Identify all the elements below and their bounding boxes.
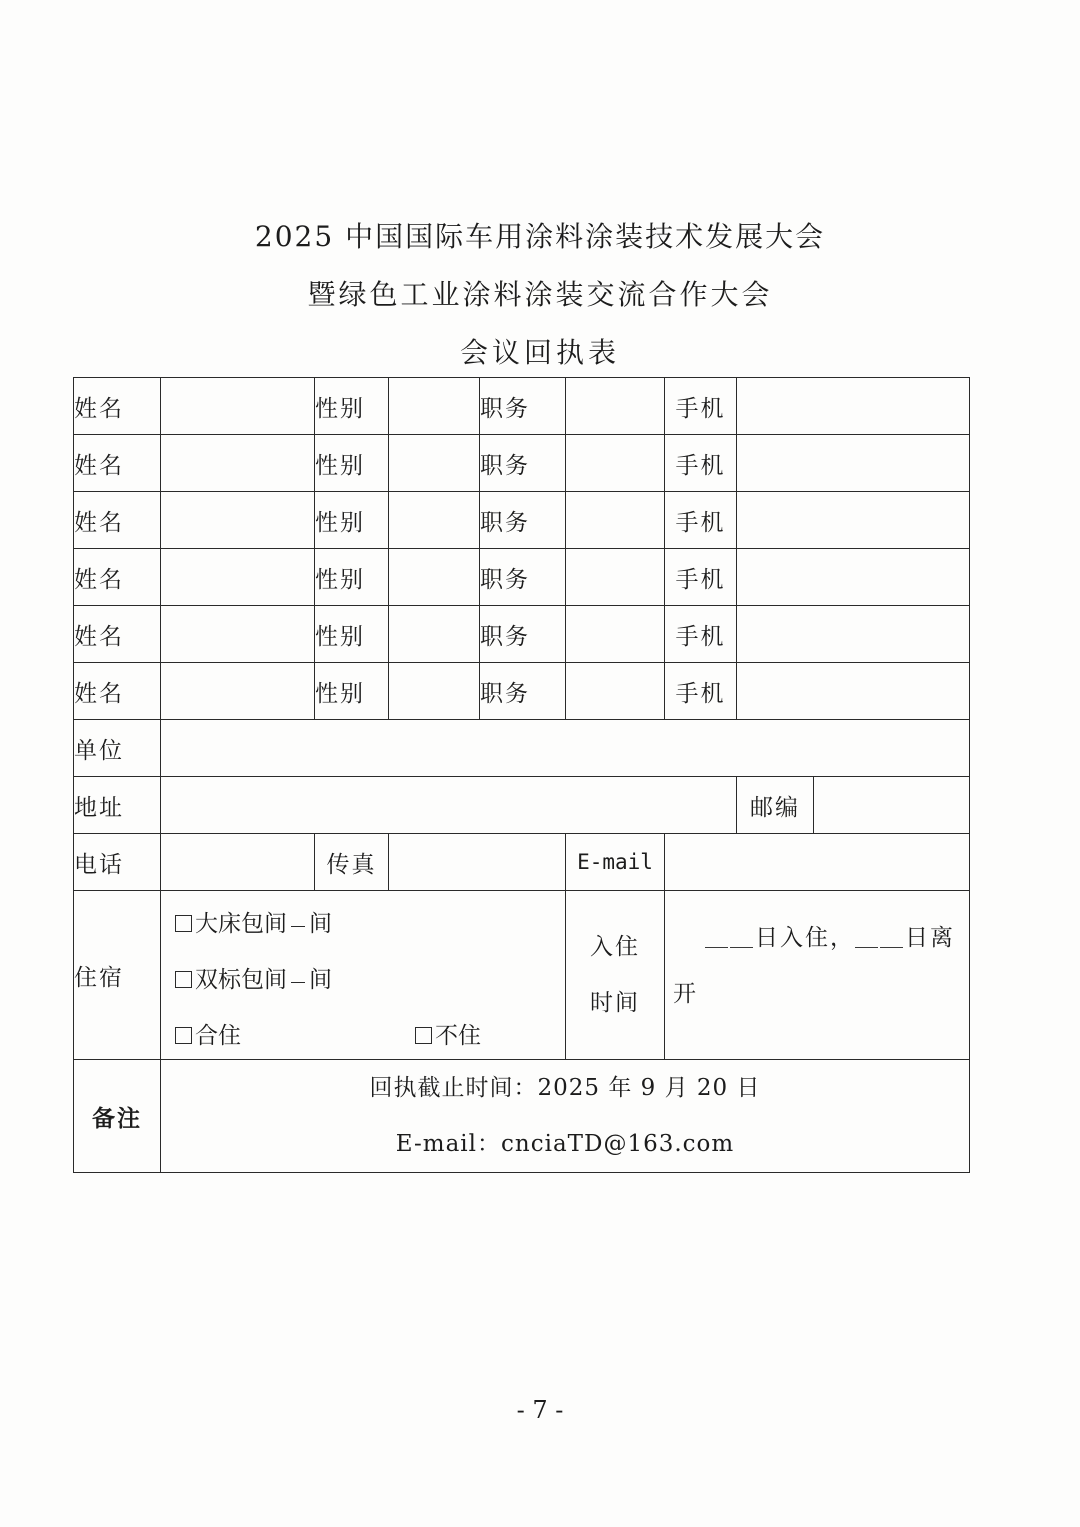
table-row [74,663,970,720]
gender-field[interactable] [389,663,480,720]
notes-label: 备注 [74,1060,161,1173]
mobile-label: 手机 [665,606,737,663]
form-title: 会议回执表 [459,336,620,369]
position-label: 职务 [480,492,566,549]
registration-form-table [73,377,970,1173]
checkin-dates-line1: ＿＿日入住，＿＿日离 [705,925,955,951]
mobile-field[interactable] [737,549,970,606]
accommodation-row [74,891,970,1060]
gender-field[interactable] [389,492,480,549]
postcode-field[interactable] [814,777,970,834]
unit-field[interactable] [161,720,970,777]
unit-label: 单位 [74,720,161,777]
phone-label: 电话 [74,834,161,891]
mobile-label: 手机 [665,549,737,606]
email-field[interactable] [665,834,970,891]
king-room-label: 大床包间 [195,911,287,937]
table-row [74,378,970,435]
shared-label: 合住 [195,1023,241,1049]
gender-label: 性别 [315,606,389,663]
gender-field[interactable] [389,378,480,435]
checkin-time-field[interactable] [665,891,970,1060]
name-field[interactable] [161,549,315,606]
checkbox-no-stay[interactable] [415,1027,432,1044]
position-label: 职务 [480,378,566,435]
checkbox-king-room[interactable] [175,915,192,932]
gender-field[interactable] [389,549,480,606]
name-field[interactable] [161,435,315,492]
mobile-label: 手机 [665,492,737,549]
mobile-field[interactable] [737,492,970,549]
gender-field[interactable] [389,435,480,492]
table-row [74,549,970,606]
option-king-room[interactable] [175,905,332,938]
phone-row [74,834,970,891]
no-stay-label: 不住 [435,1023,481,1049]
position-field[interactable] [566,378,665,435]
position-field[interactable] [566,492,665,549]
conference-subtitle: 暨绿色工业涂料涂装交流合作大会 [307,278,773,311]
table-row [74,435,970,492]
name-field[interactable] [161,378,315,435]
mobile-label: 手机 [665,435,737,492]
position-label: 职务 [480,549,566,606]
checkin-label-line1: 入住 [590,934,640,960]
checkbox-shared[interactable] [175,1027,192,1044]
address-row [74,777,970,834]
page-number: - 7 - [516,1396,564,1424]
gender-label: 性别 [315,435,389,492]
name-label: 姓名 [74,378,161,435]
phone-field[interactable] [161,834,315,891]
fax-field[interactable] [389,834,566,891]
name-field[interactable] [161,606,315,663]
mobile-label: 手机 [665,663,737,720]
name-label: 姓名 [74,492,161,549]
accommodation-options [161,891,566,1060]
gender-label: 性别 [315,378,389,435]
option-shared[interactable] [175,1017,241,1050]
gender-field[interactable] [389,606,480,663]
name-label: 姓名 [74,435,161,492]
notes-content [161,1060,970,1173]
name-label: 姓名 [74,549,161,606]
king-room-count-blank[interactable] [291,926,305,927]
person-rows [74,378,970,720]
gender-label: 性别 [315,492,389,549]
checkin-time-label [566,891,665,1060]
position-field[interactable] [566,606,665,663]
notes-row [74,1060,970,1173]
address-label: 地址 [74,777,161,834]
postcode-label: 邮编 [737,777,814,834]
name-field[interactable] [161,492,315,549]
unit-row [74,720,970,777]
deadline-text: 回执截止时间：2025 年 9 月 20 日 [369,1075,761,1101]
mobile-field[interactable] [737,378,970,435]
position-label: 职务 [480,663,566,720]
position-label: 职务 [480,606,566,663]
conference-title: 2025 中国国际车用涂料涂装技术发展大会 [254,220,826,253]
twin-room-count-blank[interactable] [291,982,305,983]
gender-label: 性别 [315,663,389,720]
accommodation-label: 住宿 [74,891,161,1060]
mobile-field[interactable] [737,663,970,720]
king-room-unit: 间 [309,911,332,937]
position-field[interactable] [566,435,665,492]
title-block [0,208,1080,382]
name-field[interactable] [161,663,315,720]
email-label: E-mail [566,834,665,891]
twin-room-unit: 间 [309,967,332,993]
position-field[interactable] [566,549,665,606]
name-label: 姓名 [74,606,161,663]
contact-email: E-mail：cnciaTD@163.com [395,1131,735,1157]
mobile-field[interactable] [737,606,970,663]
option-no-stay[interactable] [415,1017,481,1050]
mobile-label: 手机 [665,378,737,435]
checkbox-twin-room[interactable] [175,971,192,988]
position-field[interactable] [566,663,665,720]
fax-label: 传真 [315,834,389,891]
address-field[interactable] [161,777,737,834]
table-row [74,492,970,549]
checkin-dates-line2: 开 [673,981,696,1007]
name-label: 姓名 [74,663,161,720]
option-twin-room[interactable] [175,961,332,994]
twin-room-label: 双标包间 [195,967,287,993]
table-row [74,606,970,663]
mobile-field[interactable] [737,435,970,492]
checkin-label-line2: 时间 [590,990,640,1016]
position-label: 职务 [480,435,566,492]
gender-label: 性别 [315,549,389,606]
